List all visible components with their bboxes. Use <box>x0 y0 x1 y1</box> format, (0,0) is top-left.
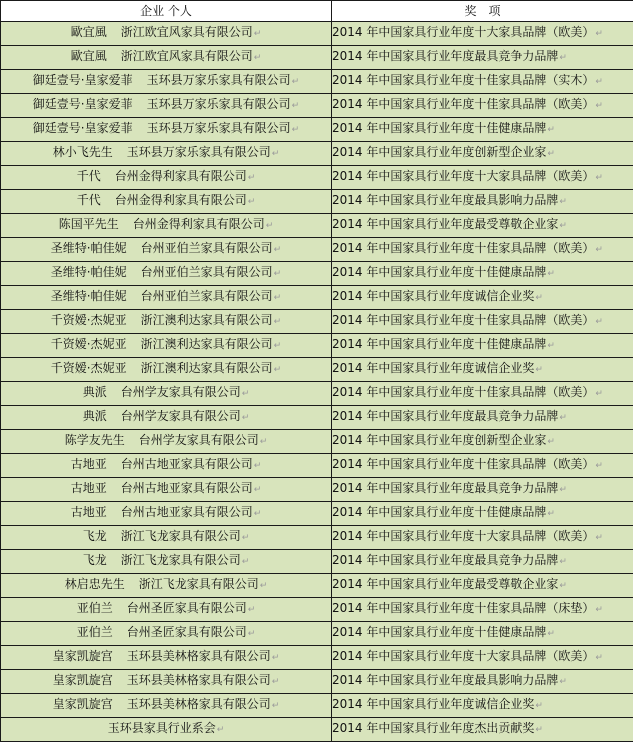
paragraph-mark-icon: ↵ <box>595 389 603 399</box>
paragraph-mark-icon: ↵ <box>254 29 262 39</box>
paragraph-mark-icon: ↵ <box>547 509 555 519</box>
entity-cell <box>1 286 332 310</box>
brand-name: 飞龙 <box>83 529 107 543</box>
company-name: 玉环县美林格家具有限公司 <box>127 697 271 711</box>
brand-name: 御廷壹号·皇家爱菲 <box>33 121 133 135</box>
company-name: 浙江欧宜风家具有限公司 <box>121 49 253 63</box>
paragraph-mark-icon: ↵ <box>547 629 555 639</box>
award-cell <box>332 430 633 454</box>
paragraph-mark-icon: ↵ <box>559 677 567 687</box>
paragraph-mark-icon: ↵ <box>260 581 268 591</box>
brand-name: 圣维特·帕佳妮 <box>51 265 127 279</box>
table-row <box>1 214 633 238</box>
paragraph-mark-icon: ↵ <box>595 245 603 255</box>
paragraph-mark-icon: ↵ <box>274 341 282 351</box>
award-text: 2014 年中国家具行业年度十佳家具品牌（欧美） <box>332 313 594 327</box>
entity-cell <box>1 598 332 622</box>
brand-name: 亚伯兰 <box>77 625 113 639</box>
table-row <box>1 190 633 214</box>
award-text: 2014 年中国家具行业年度最具竞争力品牌 <box>332 409 558 423</box>
paragraph-mark-icon: ↵ <box>559 557 567 567</box>
header-award: 奖 项 <box>332 1 633 22</box>
award-cell <box>332 190 633 214</box>
paragraph-mark-icon: ↵ <box>559 413 567 423</box>
table-row <box>1 166 633 190</box>
company-name: 玉环县万家乐家具有限公司 <box>147 97 291 111</box>
table-row <box>1 118 633 142</box>
company-name: 台州古地亚家具有限公司 <box>121 505 253 519</box>
award-cell <box>332 334 633 358</box>
company-name: 台州学友家具有限公司 <box>121 385 241 399</box>
company-name: 浙江澳利达家具有限公司 <box>141 337 273 351</box>
award-text: 2014 年中国家具行业年度最具竞争力品牌 <box>332 481 558 495</box>
brand-name: 皇家凯旋宫 <box>53 649 113 663</box>
paragraph-mark-icon: ↵ <box>272 149 280 159</box>
table-row <box>1 406 633 430</box>
paragraph-mark-icon: ↵ <box>535 365 543 375</box>
award-cell <box>332 646 633 670</box>
entity-cell <box>1 382 332 406</box>
paragraph-mark-icon: ↵ <box>559 221 567 231</box>
paragraph-mark-icon: ↵ <box>595 101 603 111</box>
brand-name: 飞龙 <box>83 553 107 567</box>
table-body <box>1 22 633 742</box>
brand-name: 典派 <box>83 385 107 399</box>
entity-cell <box>1 646 332 670</box>
table-row <box>1 526 633 550</box>
entity-cell <box>1 142 332 166</box>
table-row <box>1 550 633 574</box>
table-row <box>1 262 633 286</box>
award-cell <box>332 214 633 238</box>
entity-cell <box>1 550 332 574</box>
company-name: 台州亚伯兰家具有限公司 <box>141 241 273 255</box>
paragraph-mark-icon: ↵ <box>559 581 567 591</box>
award-cell <box>332 718 633 742</box>
table-row <box>1 358 633 382</box>
table-row <box>1 94 633 118</box>
paragraph-mark-icon: ↵ <box>595 533 603 543</box>
paragraph-mark-icon: ↵ <box>248 629 256 639</box>
paragraph-mark-icon: ↵ <box>292 125 300 135</box>
company-name: 玉环县万家乐家具有限公司 <box>127 145 271 159</box>
paragraph-mark-icon: ↵ <box>559 485 567 495</box>
brand-name: 亚伯兰 <box>77 601 113 615</box>
paragraph-mark-icon: ↵ <box>547 125 555 135</box>
brand-name: 千代 <box>77 169 101 183</box>
award-text: 2014 年中国家具行业年度最具影响力品牌 <box>332 193 558 207</box>
paragraph-mark-icon: ↵ <box>266 221 274 231</box>
award-text: 2014 年中国家具行业年度十佳健康品牌 <box>332 337 546 351</box>
paragraph-mark-icon: ↵ <box>272 653 280 663</box>
award-text: 2014 年中国家具行业年度最具竞争力品牌 <box>332 553 558 567</box>
company-name: 浙江澳利达家具有限公司 <box>141 313 273 327</box>
table-row <box>1 70 633 94</box>
award-cell <box>332 550 633 574</box>
award-cell <box>332 142 633 166</box>
brand-name: 圣维特·帕佳妮 <box>51 289 127 303</box>
table-row <box>1 718 633 742</box>
paragraph-mark-icon: ↵ <box>248 173 256 183</box>
award-cell <box>332 502 633 526</box>
header-entity: 企业 个人 <box>1 1 332 22</box>
entity-cell <box>1 406 332 430</box>
entity-cell <box>1 358 332 382</box>
brand-name: 古地亚 <box>71 505 107 519</box>
company-name: 台州亚伯兰家具有限公司 <box>141 265 273 279</box>
award-text: 2014 年中国家具行业年度十佳健康品牌 <box>332 265 546 279</box>
entity-cell <box>1 694 332 718</box>
company-name: 台州金得利家具有限公司 <box>133 217 265 231</box>
table-row <box>1 334 633 358</box>
company-name: 浙江飞龙家具有限公司 <box>121 529 241 543</box>
entity-cell <box>1 454 332 478</box>
award-text: 2014 年中国家具行业年度十佳家具品牌（实木） <box>332 73 594 87</box>
award-text: 2014 年中国家具行业年度十佳家具品牌（欧美） <box>332 241 594 255</box>
table-row <box>1 310 633 334</box>
award-cell <box>332 598 633 622</box>
award-text: 2014 年中国家具行业年度最受尊敬企业家 <box>332 217 558 231</box>
paragraph-mark-icon: ↵ <box>274 269 282 279</box>
brand-name: 歐宜風 <box>71 49 107 63</box>
award-text: 2014 年中国家具行业年度十佳健康品牌 <box>332 625 546 639</box>
award-cell <box>332 238 633 262</box>
paragraph-mark-icon: ↵ <box>274 317 282 327</box>
entity-cell <box>1 670 332 694</box>
brand-name: 皇家凯旋宫 <box>53 697 113 711</box>
table-row <box>1 478 633 502</box>
award-cell <box>332 70 633 94</box>
paragraph-mark-icon: ↵ <box>242 389 250 399</box>
entity-cell <box>1 334 332 358</box>
brand-name: 林小飞先生 <box>53 145 113 159</box>
company-name: 玉环县美林格家具有限公司 <box>127 673 271 687</box>
brand-name: 圣维特·帕佳妮 <box>51 241 127 255</box>
paragraph-mark-icon: ↵ <box>242 413 250 423</box>
entity-cell <box>1 478 332 502</box>
entity-cell <box>1 70 332 94</box>
company-name: 台州古地亚家具有限公司 <box>121 481 253 495</box>
award-cell <box>332 262 633 286</box>
award-cell <box>332 118 633 142</box>
award-text: 2014 年中国家具行业年度创新型企业家 <box>332 433 546 447</box>
award-cell <box>332 574 633 598</box>
company-name: 台州圣匠家具有限公司 <box>127 625 247 639</box>
award-cell <box>332 166 633 190</box>
brand-name: 陈学友先生 <box>65 433 125 447</box>
award-cell <box>332 286 633 310</box>
award-text: 2014 年中国家具行业年度十佳家具品牌（欧美） <box>332 385 594 399</box>
company-name: 浙江飞龙家具有限公司 <box>139 577 259 591</box>
brand-name: 千代 <box>77 193 101 207</box>
company-name: 台州古地亚家具有限公司 <box>121 457 253 471</box>
company-name: 台州金得利家具有限公司 <box>115 169 247 183</box>
award-text: 2014 年中国家具行业年度创新型企业家 <box>332 145 546 159</box>
company-name: 玉环县万家乐家具有限公司 <box>147 73 291 87</box>
paragraph-mark-icon: ↵ <box>254 461 262 471</box>
brand-name: 典派 <box>83 409 107 423</box>
paragraph-mark-icon: ↵ <box>248 197 256 207</box>
paragraph-mark-icon: ↵ <box>248 605 256 615</box>
entity-cell <box>1 214 332 238</box>
brand-name: 御廷壹号·皇家爱菲 <box>33 73 133 87</box>
company-name: 台州圣匠家具有限公司 <box>127 601 247 615</box>
entity-cell <box>1 46 332 70</box>
table-row <box>1 454 633 478</box>
award-text: 2014 年中国家具行业年度十佳家具品牌（欧美） <box>332 97 594 111</box>
award-cell <box>332 670 633 694</box>
table-row <box>1 46 633 70</box>
entity-cell <box>1 310 332 334</box>
brand-name: 歐宜風 <box>71 25 107 39</box>
entity-cell <box>1 430 332 454</box>
award-text: 2014 年中国家具行业年度十佳健康品牌 <box>332 505 546 519</box>
award-text: 2014 年中国家具行业年度十大家具品牌（欧美） <box>332 169 594 183</box>
paragraph-mark-icon: ↵ <box>242 533 250 543</box>
table-header-row <box>1 1 633 22</box>
award-cell <box>332 358 633 382</box>
award-text: 2014 年中国家具行业年度最具竞争力品牌 <box>332 49 558 63</box>
paragraph-mark-icon: ↵ <box>547 437 555 447</box>
brand-name: 林启忠先生 <box>65 577 125 591</box>
award-text: 2014 年中国家具行业年度十大家具品牌（欧美） <box>332 25 594 39</box>
award-cell <box>332 382 633 406</box>
paragraph-mark-icon: ↵ <box>274 365 282 375</box>
award-cell <box>332 694 633 718</box>
company-name: 玉环县家具行业系会 <box>108 721 216 735</box>
entity-cell <box>1 238 332 262</box>
company-name: 浙江欧宜风家具有限公司 <box>121 25 253 39</box>
company-name: 台州学友家具有限公司 <box>121 409 241 423</box>
paragraph-mark-icon: ↵ <box>595 605 603 615</box>
paragraph-mark-icon: ↵ <box>254 509 262 519</box>
table-row <box>1 142 633 166</box>
award-cell <box>332 454 633 478</box>
paragraph-mark-icon: ↵ <box>254 53 262 63</box>
entity-cell <box>1 166 332 190</box>
award-text: 2014 年中国家具行业年度诚信企业奖 <box>332 697 534 711</box>
award-cell <box>332 22 633 46</box>
paragraph-mark-icon: ↵ <box>595 461 603 471</box>
table-row <box>1 238 633 262</box>
award-cell <box>332 526 633 550</box>
company-name: 浙江飞龙家具有限公司 <box>121 553 241 567</box>
paragraph-mark-icon: ↵ <box>535 725 543 735</box>
paragraph-mark-icon: ↵ <box>547 149 555 159</box>
brand-name: 千资嫒·杰妮亚 <box>51 361 127 375</box>
table-row <box>1 286 633 310</box>
entity-cell <box>1 22 332 46</box>
table-row <box>1 670 633 694</box>
entity-cell <box>1 574 332 598</box>
paragraph-mark-icon: ↵ <box>242 557 250 567</box>
paragraph-mark-icon: ↵ <box>217 725 225 735</box>
award-cell <box>332 310 633 334</box>
table-row <box>1 622 633 646</box>
award-cell <box>332 46 633 70</box>
brand-name: 陈国平先生 <box>59 217 119 231</box>
paragraph-mark-icon: ↵ <box>595 77 603 87</box>
paragraph-mark-icon: ↵ <box>274 245 282 255</box>
entity-cell <box>1 94 332 118</box>
award-cell <box>332 478 633 502</box>
paragraph-mark-icon: ↵ <box>595 317 603 327</box>
company-name: 台州学友家具有限公司 <box>139 433 259 447</box>
paragraph-mark-icon: ↵ <box>274 293 282 303</box>
entity-cell <box>1 526 332 550</box>
award-text: 2014 年中国家具行业年度最具影响力品牌 <box>332 673 558 687</box>
entity-cell <box>1 622 332 646</box>
award-cell <box>332 406 633 430</box>
award-text: 2014 年中国家具行业年度杰出贡献奖 <box>332 721 534 735</box>
award-cell <box>332 94 633 118</box>
paragraph-mark-icon: ↵ <box>595 29 603 39</box>
brand-name: 千资嫒·杰妮亚 <box>51 313 127 327</box>
paragraph-mark-icon: ↵ <box>547 341 555 351</box>
table-row <box>1 430 633 454</box>
award-text: 2014 年中国家具行业年度最受尊敬企业家 <box>332 577 558 591</box>
entity-cell <box>1 262 332 286</box>
paragraph-mark-icon: ↵ <box>292 77 300 87</box>
paragraph-mark-icon: ↵ <box>292 101 300 111</box>
table-row <box>1 646 633 670</box>
company-name: 台州金得利家具有限公司 <box>115 193 247 207</box>
entity-cell <box>1 718 332 742</box>
award-cell <box>332 622 633 646</box>
paragraph-mark-icon: ↵ <box>272 701 280 711</box>
paragraph-mark-icon: ↵ <box>535 701 543 711</box>
brand-name: 古地亚 <box>71 481 107 495</box>
brand-name: 皇家凯旋宫 <box>53 673 113 687</box>
award-text: 2014 年中国家具行业年度诚信企业奖 <box>332 361 534 375</box>
paragraph-mark-icon: ↵ <box>260 437 268 447</box>
table-row <box>1 574 633 598</box>
paragraph-mark-icon: ↵ <box>547 269 555 279</box>
award-text: 2014 年中国家具行业年度十大家具品牌（欧美） <box>332 649 594 663</box>
brand-name: 古地亚 <box>71 457 107 471</box>
table-row <box>1 502 633 526</box>
company-name: 玉环县万家乐家具有限公司 <box>147 121 291 135</box>
entity-cell <box>1 502 332 526</box>
award-text: 2014 年中国家具行业年度十佳家具品牌（床垫） <box>332 601 594 615</box>
brand-name: 千资嫒·杰妮亚 <box>51 337 127 351</box>
entity-cell <box>1 190 332 214</box>
company-name: 玉环县美林格家具有限公司 <box>127 649 271 663</box>
entity-cell <box>1 118 332 142</box>
company-name: 台州亚伯兰家具有限公司 <box>141 289 273 303</box>
award-text: 2014 年中国家具行业年度十大家具品牌（欧美） <box>332 529 594 543</box>
table-row <box>1 382 633 406</box>
paragraph-mark-icon: ↵ <box>254 485 262 495</box>
paragraph-mark-icon: ↵ <box>595 173 603 183</box>
company-name: 浙江澳利达家具有限公司 <box>141 361 273 375</box>
brand-name: 御廷壹号·皇家爱菲 <box>33 97 133 111</box>
table-row <box>1 22 633 46</box>
award-text: 2014 年中国家具行业年度诚信企业奖 <box>332 289 534 303</box>
table-row <box>1 598 633 622</box>
table-row <box>1 694 633 718</box>
paragraph-mark-icon: ↵ <box>559 53 567 63</box>
paragraph-mark-icon: ↵ <box>559 197 567 207</box>
paragraph-mark-icon: ↵ <box>535 293 543 303</box>
paragraph-mark-icon: ↵ <box>272 677 280 687</box>
paragraph-mark-icon: ↵ <box>595 653 603 663</box>
award-text: 2014 年中国家具行业年度十佳家具品牌（欧美） <box>332 457 594 471</box>
award-text: 2014 年中国家具行业年度十佳健康品牌 <box>332 121 546 135</box>
